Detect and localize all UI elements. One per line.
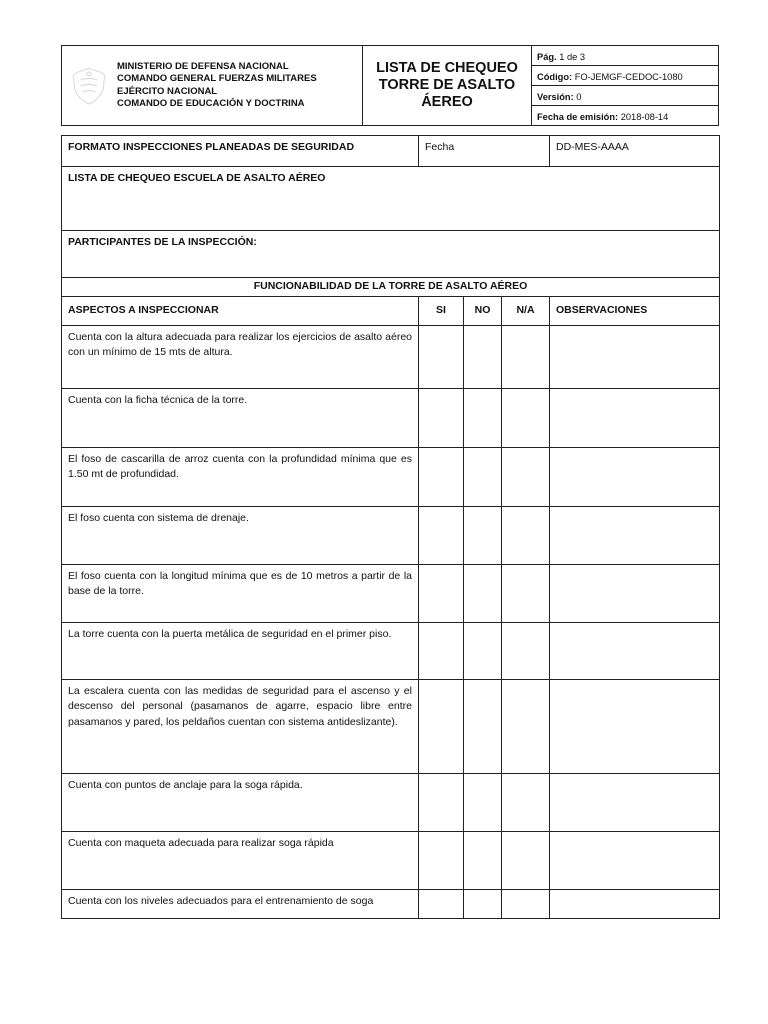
si-cell[interactable] xyxy=(419,564,464,622)
observations-cell[interactable] xyxy=(550,889,720,918)
na-cell[interactable] xyxy=(502,889,550,918)
si-cell[interactable] xyxy=(419,889,464,918)
document-header xyxy=(61,45,719,126)
na-cell[interactable] xyxy=(502,388,550,447)
no-cell[interactable] xyxy=(464,325,502,388)
no-cell[interactable] xyxy=(464,564,502,622)
page-number: Pág. 1 de 3 xyxy=(532,46,719,66)
no-cell[interactable] xyxy=(464,622,502,679)
document-code: Código: FO-JEMGF-CEDOC-1080 xyxy=(532,66,719,86)
date-label: Fecha xyxy=(419,136,550,167)
na-cell[interactable] xyxy=(502,506,550,564)
observations-cell[interactable] xyxy=(550,773,720,831)
observations-cell[interactable] xyxy=(550,325,720,388)
coat-of-arms-icon xyxy=(65,62,113,110)
checklist-row xyxy=(62,773,720,831)
column-header-na: N/A xyxy=(502,296,550,325)
checklist-row xyxy=(62,831,720,889)
checklist-row xyxy=(62,506,720,564)
checklist-item-text: El foso cuenta con la longitud mínima que es de 10 metros a partir de la base de la torre. xyxy=(62,564,419,622)
si-cell[interactable] xyxy=(419,447,464,506)
document-title: LISTA DE CHEQUEO TORRE DE ASALTO ÁEREO xyxy=(363,46,532,126)
checklist-row xyxy=(62,564,720,622)
na-cell[interactable] xyxy=(502,564,550,622)
si-cell[interactable] xyxy=(419,773,464,831)
observations-cell[interactable] xyxy=(550,506,720,564)
checklist-row xyxy=(62,388,720,447)
si-cell[interactable] xyxy=(419,325,464,388)
checklist-table xyxy=(61,135,720,919)
na-cell[interactable] xyxy=(502,622,550,679)
column-header-observations: OBSERVACIONES xyxy=(550,296,720,325)
document-version: Versión: 0 xyxy=(532,86,719,106)
checklist-item-text: Cuenta con maqueta adecuada para realizar soga rápida xyxy=(62,831,419,889)
observations-cell[interactable] xyxy=(550,388,720,447)
na-cell[interactable] xyxy=(502,679,550,773)
checklist-row xyxy=(62,622,720,679)
observations-cell[interactable] xyxy=(550,564,720,622)
org-line-army: EJÉRCITO NACIONAL xyxy=(117,85,218,97)
format-label: FORMATO INSPECCIONES PLANEADAS DE SEGURIDAD xyxy=(62,136,419,167)
checklist-row xyxy=(62,889,720,918)
section-title: FUNCIONABILIDAD DE LA TORRE DE ASALTO AÉREO xyxy=(62,278,720,297)
org-line-education: COMANDO DE EDUCACIÓN Y DOCTRINA xyxy=(117,97,305,109)
date-field[interactable]: DD-MES-AAAA xyxy=(550,136,720,167)
checklist-row xyxy=(62,325,720,388)
observations-cell[interactable] xyxy=(550,679,720,773)
issue-date: Fecha de emisión: 2018-08-14 xyxy=(532,106,719,126)
school-label[interactable]: LISTA DE CHEQUEO ESCUELA DE ASALTO AÉREO xyxy=(62,167,720,231)
no-cell[interactable] xyxy=(464,831,502,889)
si-cell[interactable] xyxy=(419,506,464,564)
checklist-row xyxy=(62,679,720,773)
na-cell[interactable] xyxy=(502,325,550,388)
organization-block xyxy=(62,46,363,126)
no-cell[interactable] xyxy=(464,773,502,831)
checklist-row xyxy=(62,447,720,506)
checklist-item-text: Cuenta con la altura adecuada para realizar los ejercicios de asalto aéreo con un mínimo de 15 mts de altura. xyxy=(62,325,419,388)
observations-cell[interactable] xyxy=(550,831,720,889)
observations-cell[interactable] xyxy=(550,447,720,506)
checklist-item-text: La escalera cuenta con las medidas de seguridad para el ascenso y el descenso del personal (pasamanos de agarre, espacio libre entre pasamanos y pared, los peldaños cuentan con sistema antideslizante). xyxy=(62,679,419,773)
participants-field[interactable]: PARTICIPANTES DE LA INSPECCIÓN: xyxy=(62,231,720,278)
na-cell[interactable] xyxy=(502,831,550,889)
no-cell[interactable] xyxy=(464,388,502,447)
si-cell[interactable] xyxy=(419,831,464,889)
observations-cell[interactable] xyxy=(550,622,720,679)
si-cell[interactable] xyxy=(419,388,464,447)
si-cell[interactable] xyxy=(419,622,464,679)
checklist-item-text: Cuenta con los niveles adecuados para el entrenamiento de soga xyxy=(62,889,419,918)
na-cell[interactable] xyxy=(502,773,550,831)
checklist-item-text: El foso cuenta con sistema de drenaje. xyxy=(62,506,419,564)
na-cell[interactable] xyxy=(502,447,550,506)
checklist-item-text: El foso de cascarilla de arroz cuenta con la profundidad mínima que es 1.50 mt de profundidad. xyxy=(62,447,419,506)
checklist-item-text: Cuenta con puntos de anclaje para la soga rápida. xyxy=(62,773,419,831)
org-line-ministry: MINISTERIO DE DEFENSA NACIONAL xyxy=(117,60,289,72)
no-cell[interactable] xyxy=(464,506,502,564)
checklist-item-text: La torre cuenta con la puerta metálica de seguridad en el primer piso. xyxy=(62,622,419,679)
si-cell[interactable] xyxy=(419,679,464,773)
no-cell[interactable] xyxy=(464,447,502,506)
no-cell[interactable] xyxy=(464,889,502,918)
column-header-aspects: ASPECTOS A INSPECCIONAR xyxy=(62,296,419,325)
org-line-command: COMANDO GENERAL FUERZAS MILITARES xyxy=(117,73,317,85)
column-header-yes: SI xyxy=(419,296,464,325)
no-cell[interactable] xyxy=(464,679,502,773)
checklist-item-text: Cuenta con la ficha técnica de la torre. xyxy=(62,388,419,447)
column-header-no: NO xyxy=(464,296,502,325)
